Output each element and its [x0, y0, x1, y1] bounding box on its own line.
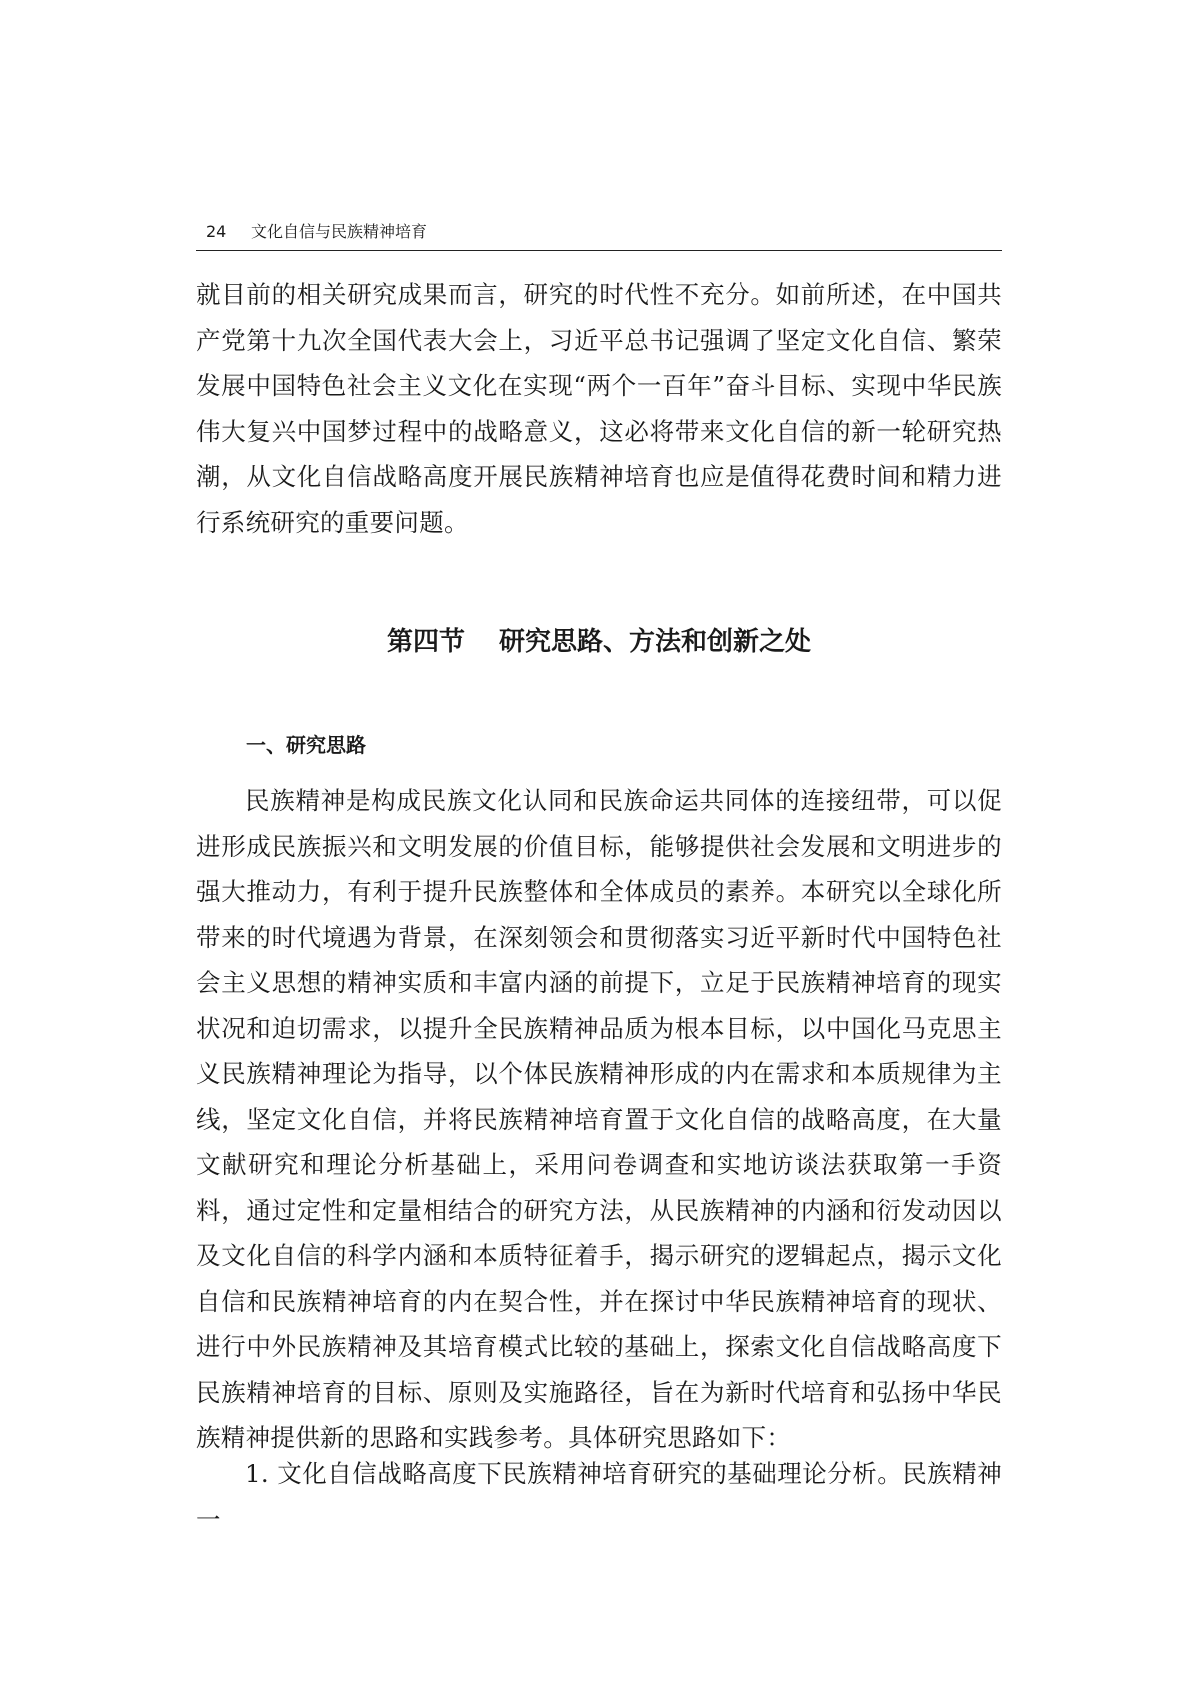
paragraph-item-1: 1. 文化自信战略高度下民族精神培育研究的基础理论分析。民族精神一 [196, 1459, 1002, 1534]
subheading-research-approach: 一、研究思路 [246, 733, 366, 757]
running-title: 文化自信与民族精神培育 [251, 222, 428, 241]
section-heading [196, 622, 1002, 662]
section-title: 研究思路、方法和创新之处 [499, 627, 812, 657]
section-number: 第四节 [386, 627, 465, 657]
paragraph-research-approach: 民族精神是构成民族文化认同和民族命运共同体的连接纽带，可以促进形成民族振兴和文明发展的价值目标，能够提供社会发展和文明进步的强大推动力，有利于提升民族整体和全体成员的素养。本研究以全球化所带来的时代境遇为背景，在深刻领会和贯彻落实习近平新时代中国特色社会主义思想的精神实质和丰富内涵的前提下，立足于民族精神培育的现实状况和迫切需求，以提升全民族精神品质为根本目标，以中国化马克思主义民族精神理论为指导，以个体民族精神形成的内在需求和本质规律为主线，坚定文化自信，并将民族精神培育置于文化自信的战略高度，在大量文献研究和理论分析基础上，采用问卷调查和实地访谈法获取第一手资料，通过定性和定量相结合的研究方法，从民族精神的内涵和衍发动因以及文化自信的科学内涵和本质特征着手，揭示研究的逻辑起点，揭示文化自信和民族精神培育的内在契合性，并在探讨中华民族精神培育的现状、进行中外民族精神及其培育模式比较的基础上，探索文化自信战略高度下民族精神培育的目标、原则及实施路径，旨在为新时代培育和弘扬中华民族精神提供新的思路和实践参考。具体研究思路如下： [196, 786, 1002, 1452]
running-header [196, 220, 1002, 251]
paragraph-intro: 就目前的相关研究成果而言，研究的时代性不充分。如前所述，在中国共产党第十九次全国代表大会上，习近平总书记强调了坚定文化自信、繁荣发展中国特色社会主义文化在实现“两个一百年”奋斗目标、实现中华民族伟大复兴中国梦过程中的战略意义，这必将带来文化自信的新一轮研究热潮，从文化自信战略高度开展民族精神培育也应是值得花费时间和精力进行系统研究的重要问题。 [196, 280, 1002, 537]
page-number: 24 [206, 222, 227, 241]
